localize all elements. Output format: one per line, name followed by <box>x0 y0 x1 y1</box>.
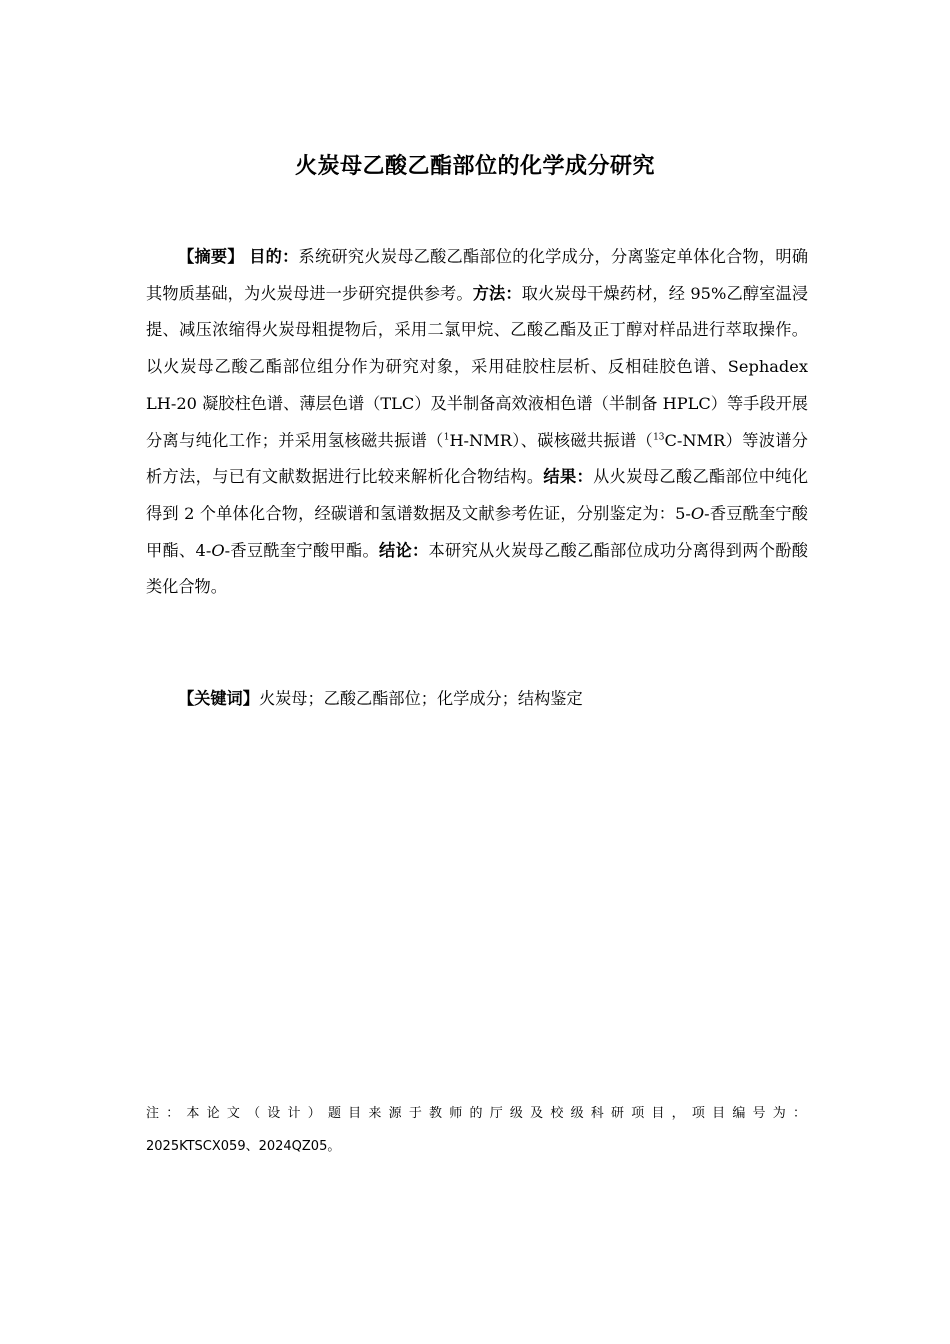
methods-text: 取火炭母干燥药材，经 95%乙醇室温浸提、减压浓缩得火炭母粗提物后，采用二氯甲烷、乙酸乙酯及正丁醇对样品进行萃取操作。以火炭母乙酸乙酯部位组分作为研究对象，采用硅胶柱层析、反相硅胶色谱、Sephadex LH-20 凝胶柱色谱、薄层色谱（TLC）及半制备高效液相色谱（半制备 HPLC）等手段开展分离与纯化工作；并采用氢核磁共振谱（ <box>146 283 809 450</box>
keywords-label: 【关键词】 <box>178 689 259 708</box>
abstract-label: 【摘要】 <box>178 247 244 266</box>
superscript-1: 1 <box>443 432 450 443</box>
footnote-line-2: 2025KTSCX059、2024QZ05。 <box>146 1139 341 1154</box>
footnote <box>146 1097 808 1163</box>
results-text: 从火炭母乙酸乙酯部位中纯化得到 2 个单体化合物，经碳谱和氢谱数据及文献参考佐证，分别鉴定为：5- <box>146 467 809 523</box>
results-text-end: -香豆酰奎宁酸甲酯。 <box>224 540 379 560</box>
paper-title: 火炭母乙酸乙酯部位的化学成分研究 <box>294 154 655 179</box>
objective-text: 系统研究火炭母乙酸乙酯部位的化学成分，分离鉴定单体化合物，明确其物质基础，为火炭母进一步研究提供参考。 <box>146 247 809 303</box>
conclusion-label: 结论： <box>379 540 429 560</box>
abstract-paragraph <box>146 239 808 606</box>
results-text-continued: -香豆酰奎宁酸甲酯、4- <box>146 503 808 560</box>
keywords-text: 火炭母；乙酸乙酯部位；化学成分；结构鉴定 <box>258 689 583 708</box>
methods-text-end: C-NMR）等波谱分析方法，与已有文献数据进行比较来解析化合物结构。 <box>146 430 808 487</box>
keywords-paragraph <box>146 681 808 717</box>
conclusion-text: 本研究从火炭母乙酸乙酯部位成功分离得到两个酚酸类化合物。 <box>146 540 808 597</box>
results-label: 结果： <box>543 467 594 487</box>
objective-label: 目的： <box>249 247 299 266</box>
methods-label: 方法： <box>472 283 522 303</box>
methods-text-continued: H-NMR）、碳核磁共振谱（ <box>449 430 654 450</box>
italic-o: O <box>211 540 225 560</box>
superscript-13: 13 <box>653 432 665 443</box>
italic-o: O <box>690 503 705 523</box>
footnote-line-1: 注：本论文（设计）题目来源于教师的厅级及校级科研项目，项目编号为： <box>146 1106 808 1121</box>
